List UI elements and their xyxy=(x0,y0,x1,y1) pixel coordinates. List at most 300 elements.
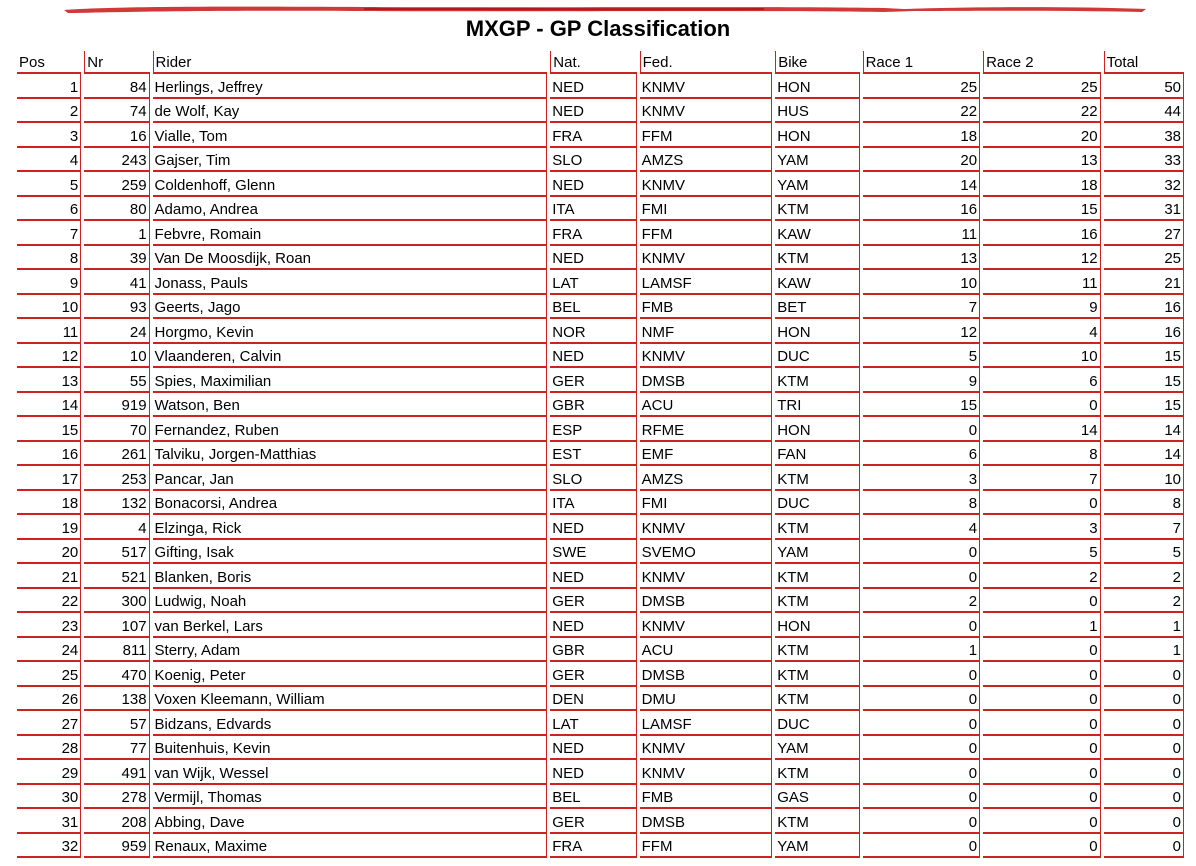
cell-nat: ESP xyxy=(550,417,636,442)
cell-total: 25 xyxy=(1104,246,1184,271)
cell-total: 0 xyxy=(1104,785,1184,810)
cell-race-1: 7 xyxy=(863,295,981,320)
cell-race-2: 7 xyxy=(983,466,1101,491)
cell-nat: FRA xyxy=(550,834,636,859)
cell-race-2: 20 xyxy=(983,123,1101,148)
cell-race-1: 0 xyxy=(863,662,981,687)
cell-race-2: 0 xyxy=(983,711,1101,736)
cell-bike: DUC xyxy=(775,344,859,369)
table-row xyxy=(17,246,1184,271)
cell-rider: Febvre, Romain xyxy=(153,221,548,246)
table-row xyxy=(17,613,1184,638)
cell-bike: KTM xyxy=(775,197,859,222)
cell-total: 0 xyxy=(1104,711,1184,736)
cell-pos: 11 xyxy=(17,319,81,344)
cell-pos: 16 xyxy=(17,442,81,467)
cell-bike: BET xyxy=(775,295,859,320)
table-row xyxy=(17,417,1184,442)
cell-race-1: 11 xyxy=(863,221,981,246)
table-row xyxy=(17,221,1184,246)
table-row xyxy=(17,123,1184,148)
cell-fed: FFM xyxy=(640,834,773,859)
cell-nr: 811 xyxy=(84,638,149,663)
cell-rider: Coldenhoff, Glenn xyxy=(153,172,548,197)
cell-fed: ACU xyxy=(640,393,773,418)
table-row xyxy=(17,368,1184,393)
cell-rider: Abbing, Dave xyxy=(153,809,548,834)
cell-bike: HUS xyxy=(775,99,859,124)
brush-stroke-banner xyxy=(64,4,1146,14)
cell-bike: YAM xyxy=(775,172,859,197)
cell-race-2: 0 xyxy=(983,834,1101,859)
cell-nat: ITA xyxy=(550,197,636,222)
cell-race-2: 0 xyxy=(983,638,1101,663)
cell-nr: 517 xyxy=(84,540,149,565)
cell-fed: KNMV xyxy=(640,74,773,99)
cell-nr: 491 xyxy=(84,760,149,785)
cell-total: 10 xyxy=(1104,466,1184,491)
cell-nr: 57 xyxy=(84,711,149,736)
cell-rider: Bidzans, Edvards xyxy=(153,711,548,736)
cell-nr: 521 xyxy=(84,564,149,589)
classification-table xyxy=(14,51,1187,858)
cell-race-1: 22 xyxy=(863,99,981,124)
table-row xyxy=(17,760,1184,785)
header-race-2[interactable]: Race 2 xyxy=(983,51,1101,74)
cell-rider: Elzinga, Rick xyxy=(153,515,548,540)
cell-rider: Horgmo, Kevin xyxy=(153,319,548,344)
cell-nr: 70 xyxy=(84,417,149,442)
cell-bike: HON xyxy=(775,613,859,638)
cell-fed: KNMV xyxy=(640,246,773,271)
cell-pos: 31 xyxy=(17,809,81,834)
cell-nr: 4 xyxy=(84,515,149,540)
cell-race-2: 10 xyxy=(983,344,1101,369)
cell-nr: 84 xyxy=(84,74,149,99)
cell-fed: FMI xyxy=(640,197,773,222)
header-nr[interactable]: Nr xyxy=(84,51,149,74)
table-row xyxy=(17,197,1184,222)
table-row xyxy=(17,834,1184,859)
cell-race-2: 12 xyxy=(983,246,1101,271)
cell-rider: Spies, Maximilian xyxy=(153,368,548,393)
cell-total: 0 xyxy=(1104,760,1184,785)
cell-rider: Koenig, Peter xyxy=(153,662,548,687)
cell-rider: Ludwig, Noah xyxy=(153,589,548,614)
cell-race-2: 22 xyxy=(983,99,1101,124)
cell-nr: 253 xyxy=(84,466,149,491)
cell-fed: KNMV xyxy=(640,564,773,589)
cell-fed: DMSB xyxy=(640,662,773,687)
cell-nat: GER xyxy=(550,368,636,393)
cell-pos: 25 xyxy=(17,662,81,687)
cell-race-1: 6 xyxy=(863,442,981,467)
cell-race-1: 13 xyxy=(863,246,981,271)
cell-pos: 30 xyxy=(17,785,81,810)
cell-total: 21 xyxy=(1104,270,1184,295)
cell-race-1: 0 xyxy=(863,417,981,442)
cell-total: 0 xyxy=(1104,834,1184,859)
cell-nat: NED xyxy=(550,246,636,271)
cell-race-1: 5 xyxy=(863,344,981,369)
cell-nat: LAT xyxy=(550,270,636,295)
cell-nr: 74 xyxy=(84,99,149,124)
cell-total: 15 xyxy=(1104,393,1184,418)
cell-fed: RFME xyxy=(640,417,773,442)
cell-race-2: 0 xyxy=(983,736,1101,761)
cell-rider: Bonacorsi, Andrea xyxy=(153,491,548,516)
cell-fed: KNMV xyxy=(640,760,773,785)
cell-nr: 138 xyxy=(84,687,149,712)
cell-nr: 16 xyxy=(84,123,149,148)
cell-total: 33 xyxy=(1104,148,1184,173)
header-bike[interactable]: Bike xyxy=(775,51,859,74)
cell-total: 7 xyxy=(1104,515,1184,540)
cell-bike: YAM xyxy=(775,736,859,761)
cell-nat: NED xyxy=(550,74,636,99)
cell-bike: HON xyxy=(775,74,859,99)
table-row xyxy=(17,172,1184,197)
cell-rider: Adamo, Andrea xyxy=(153,197,548,222)
table-row xyxy=(17,270,1184,295)
cell-bike: KTM xyxy=(775,760,859,785)
cell-race-1: 12 xyxy=(863,319,981,344)
cell-nr: 39 xyxy=(84,246,149,271)
cell-race-2: 2 xyxy=(983,564,1101,589)
cell-race-2: 4 xyxy=(983,319,1101,344)
cell-rider: Renaux, Maxime xyxy=(153,834,548,859)
cell-fed: FFM xyxy=(640,123,773,148)
cell-pos: 26 xyxy=(17,687,81,712)
cell-fed: AMZS xyxy=(640,466,773,491)
cell-total: 15 xyxy=(1104,344,1184,369)
cell-nat: DEN xyxy=(550,687,636,712)
cell-total: 8 xyxy=(1104,491,1184,516)
cell-total: 16 xyxy=(1104,295,1184,320)
cell-bike: HON xyxy=(775,123,859,148)
table-row xyxy=(17,736,1184,761)
cell-pos: 2 xyxy=(17,99,81,124)
cell-fed: DMU xyxy=(640,687,773,712)
cell-nr: 243 xyxy=(84,148,149,173)
cell-nr: 300 xyxy=(84,589,149,614)
cell-total: 44 xyxy=(1104,99,1184,124)
cell-rider: Pancar, Jan xyxy=(153,466,548,491)
cell-race-2: 0 xyxy=(983,491,1101,516)
cell-bike: YAM xyxy=(775,540,859,565)
cell-total: 14 xyxy=(1104,442,1184,467)
header-rider[interactable]: Rider xyxy=(153,51,548,74)
cell-total: 1 xyxy=(1104,638,1184,663)
cell-fed: FMI xyxy=(640,491,773,516)
cell-fed: FMB xyxy=(640,785,773,810)
cell-bike: KTM xyxy=(775,246,859,271)
header-total[interactable]: Total xyxy=(1104,51,1184,74)
cell-rider: Voxen Kleemann, William xyxy=(153,687,548,712)
cell-race-1: 18 xyxy=(863,123,981,148)
cell-race-1: 10 xyxy=(863,270,981,295)
cell-fed: AMZS xyxy=(640,148,773,173)
cell-bike: KTM xyxy=(775,564,859,589)
cell-race-2: 25 xyxy=(983,74,1101,99)
cell-race-1: 1 xyxy=(863,638,981,663)
table-row xyxy=(17,74,1184,99)
cell-race-1: 9 xyxy=(863,368,981,393)
cell-race-1: 0 xyxy=(863,785,981,810)
cell-pos: 29 xyxy=(17,760,81,785)
cell-race-1: 15 xyxy=(863,393,981,418)
table-row xyxy=(17,466,1184,491)
cell-race-2: 0 xyxy=(983,662,1101,687)
cell-pos: 32 xyxy=(17,834,81,859)
cell-race-2: 5 xyxy=(983,540,1101,565)
cell-nat: FRA xyxy=(550,123,636,148)
cell-nr: 261 xyxy=(84,442,149,467)
cell-race-2: 9 xyxy=(983,295,1101,320)
cell-fed: KNMV xyxy=(640,613,773,638)
cell-nr: 41 xyxy=(84,270,149,295)
cell-total: 27 xyxy=(1104,221,1184,246)
cell-total: 31 xyxy=(1104,197,1184,222)
cell-nat: EST xyxy=(550,442,636,467)
table-row xyxy=(17,491,1184,516)
cell-pos: 17 xyxy=(17,466,81,491)
cell-race-2: 0 xyxy=(983,393,1101,418)
cell-pos: 24 xyxy=(17,638,81,663)
cell-nat: ITA xyxy=(550,491,636,516)
cell-nat: NED xyxy=(550,736,636,761)
cell-race-2: 16 xyxy=(983,221,1101,246)
cell-rider: Gajser, Tim xyxy=(153,148,548,173)
cell-pos: 22 xyxy=(17,589,81,614)
cell-fed: LAMSF xyxy=(640,270,773,295)
table-row xyxy=(17,295,1184,320)
cell-race-2: 14 xyxy=(983,417,1101,442)
table-row xyxy=(17,687,1184,712)
cell-rider: Watson, Ben xyxy=(153,393,548,418)
header-race-1[interactable]: Race 1 xyxy=(863,51,981,74)
cell-bike: TRI xyxy=(775,393,859,418)
cell-total: 38 xyxy=(1104,123,1184,148)
cell-bike: KTM xyxy=(775,466,859,491)
cell-bike: YAM xyxy=(775,148,859,173)
cell-nr: 959 xyxy=(84,834,149,859)
cell-fed: ACU xyxy=(640,638,773,663)
cell-nat: GBR xyxy=(550,393,636,418)
cell-bike: KAW xyxy=(775,270,859,295)
cell-total: 0 xyxy=(1104,809,1184,834)
cell-nat: SLO xyxy=(550,466,636,491)
cell-nat: LAT xyxy=(550,711,636,736)
cell-fed: LAMSF xyxy=(640,711,773,736)
page-title: MXGP - GP Classification xyxy=(465,16,731,41)
cell-total: 50 xyxy=(1104,74,1184,99)
cell-fed: KNMV xyxy=(640,99,773,124)
cell-bike: HON xyxy=(775,319,859,344)
cell-fed: EMF xyxy=(640,442,773,467)
cell-race-2: 15 xyxy=(983,197,1101,222)
cell-nat: NED xyxy=(550,344,636,369)
cell-nr: 132 xyxy=(84,491,149,516)
cell-nat: NED xyxy=(550,99,636,124)
cell-rider: Jonass, Pauls xyxy=(153,270,548,295)
cell-race-1: 0 xyxy=(863,809,981,834)
cell-nat: SLO xyxy=(550,148,636,173)
cell-total: 1 xyxy=(1104,613,1184,638)
cell-fed: DMSB xyxy=(640,368,773,393)
table-row xyxy=(17,99,1184,124)
cell-race-1: 4 xyxy=(863,515,981,540)
cell-nat: NED xyxy=(550,515,636,540)
cell-nr: 259 xyxy=(84,172,149,197)
cell-race-2: 1 xyxy=(983,613,1101,638)
cell-rider: Blanken, Boris xyxy=(153,564,548,589)
table-row xyxy=(17,711,1184,736)
cell-fed: SVEMO xyxy=(640,540,773,565)
table-row xyxy=(17,662,1184,687)
cell-nat: FRA xyxy=(550,221,636,246)
table-row xyxy=(17,540,1184,565)
cell-total: 5 xyxy=(1104,540,1184,565)
cell-pos: 1 xyxy=(17,74,81,99)
cell-race-1: 0 xyxy=(863,834,981,859)
table-row xyxy=(17,589,1184,614)
cell-total: 16 xyxy=(1104,319,1184,344)
cell-rider: Van De Moosdijk, Roan xyxy=(153,246,548,271)
cell-pos: 5 xyxy=(17,172,81,197)
cell-pos: 20 xyxy=(17,540,81,565)
cell-nat: GBR xyxy=(550,638,636,663)
cell-fed: KNMV xyxy=(640,515,773,540)
cell-pos: 27 xyxy=(17,711,81,736)
cell-total: 0 xyxy=(1104,736,1184,761)
cell-pos: 13 xyxy=(17,368,81,393)
cell-pos: 23 xyxy=(17,613,81,638)
table-row xyxy=(17,319,1184,344)
cell-race-1: 0 xyxy=(863,564,981,589)
cell-race-1: 0 xyxy=(863,711,981,736)
cell-race-1: 2 xyxy=(863,589,981,614)
cell-pos: 6 xyxy=(17,197,81,222)
cell-pos: 28 xyxy=(17,736,81,761)
cell-rider: Vlaanderen, Calvin xyxy=(153,344,548,369)
header-pos[interactable]: Pos xyxy=(17,51,81,74)
cell-rider: de Wolf, Kay xyxy=(153,99,548,124)
cell-nat: BEL xyxy=(550,295,636,320)
cell-rider: van Berkel, Lars xyxy=(153,613,548,638)
table-row xyxy=(17,785,1184,810)
cell-pos: 18 xyxy=(17,491,81,516)
cell-rider: Gifting, Isak xyxy=(153,540,548,565)
cell-nr: 919 xyxy=(84,393,149,418)
cell-total: 15 xyxy=(1104,368,1184,393)
cell-fed: KNMV xyxy=(640,344,773,369)
cell-bike: KAW xyxy=(775,221,859,246)
cell-bike: KTM xyxy=(775,368,859,393)
cell-total: 2 xyxy=(1104,564,1184,589)
cell-fed: KNMV xyxy=(640,172,773,197)
cell-bike: KTM xyxy=(775,589,859,614)
cell-race-2: 13 xyxy=(983,148,1101,173)
table-row xyxy=(17,393,1184,418)
cell-rider: Geerts, Jago xyxy=(153,295,548,320)
table-row xyxy=(17,442,1184,467)
cell-pos: 12 xyxy=(17,344,81,369)
cell-race-1: 0 xyxy=(863,760,981,785)
cell-nr: 107 xyxy=(84,613,149,638)
cell-total: 14 xyxy=(1104,417,1184,442)
cell-nr: 10 xyxy=(84,344,149,369)
cell-nr: 93 xyxy=(84,295,149,320)
table-row xyxy=(17,638,1184,663)
cell-nr: 77 xyxy=(84,736,149,761)
cell-total: 0 xyxy=(1104,687,1184,712)
cell-pos: 8 xyxy=(17,246,81,271)
cell-fed: NMF xyxy=(640,319,773,344)
cell-race-2: 0 xyxy=(983,785,1101,810)
cell-race-1: 14 xyxy=(863,172,981,197)
cell-nat: NED xyxy=(550,613,636,638)
cell-race-2: 0 xyxy=(983,809,1101,834)
cell-bike: KTM xyxy=(775,809,859,834)
cell-nat: GER xyxy=(550,662,636,687)
cell-race-2: 0 xyxy=(983,760,1101,785)
cell-bike: KTM xyxy=(775,515,859,540)
cell-rider: Herlings, Jeffrey xyxy=(153,74,548,99)
table-row xyxy=(17,809,1184,834)
cell-rider: Vermijl, Thomas xyxy=(153,785,548,810)
table-row xyxy=(17,148,1184,173)
table-body xyxy=(17,74,1184,858)
table-row xyxy=(17,515,1184,540)
cell-pos: 14 xyxy=(17,393,81,418)
table-row xyxy=(17,344,1184,369)
cell-rider: Talviku, Jorgen-Matthias xyxy=(153,442,548,467)
header-fed[interactable]: Fed. xyxy=(640,51,773,74)
cell-race-1: 0 xyxy=(863,687,981,712)
cell-bike: GAS xyxy=(775,785,859,810)
cell-race-1: 0 xyxy=(863,613,981,638)
cell-total: 2 xyxy=(1104,589,1184,614)
cell-pos: 4 xyxy=(17,148,81,173)
cell-nat: SWE xyxy=(550,540,636,565)
cell-race-2: 8 xyxy=(983,442,1101,467)
cell-nr: 1 xyxy=(84,221,149,246)
cell-rider: Fernandez, Ruben xyxy=(153,417,548,442)
cell-nat: NED xyxy=(550,564,636,589)
cell-race-2: 18 xyxy=(983,172,1101,197)
cell-nat: GER xyxy=(550,809,636,834)
cell-race-1: 8 xyxy=(863,491,981,516)
cell-pos: 21 xyxy=(17,564,81,589)
cell-nat: BEL xyxy=(550,785,636,810)
header-nat[interactable]: Nat. xyxy=(550,51,636,74)
cell-fed: FMB xyxy=(640,295,773,320)
cell-nat: GER xyxy=(550,589,636,614)
cell-nat: NED xyxy=(550,172,636,197)
cell-fed: KNMV xyxy=(640,736,773,761)
cell-pos: 7 xyxy=(17,221,81,246)
cell-bike: DUC xyxy=(775,491,859,516)
cell-rider: Vialle, Tom xyxy=(153,123,548,148)
cell-race-1: 25 xyxy=(863,74,981,99)
cell-race-1: 20 xyxy=(863,148,981,173)
cell-race-2: 0 xyxy=(983,589,1101,614)
cell-total: 32 xyxy=(1104,172,1184,197)
cell-nr: 278 xyxy=(84,785,149,810)
cell-nat: NED xyxy=(550,760,636,785)
cell-race-1: 16 xyxy=(863,197,981,222)
